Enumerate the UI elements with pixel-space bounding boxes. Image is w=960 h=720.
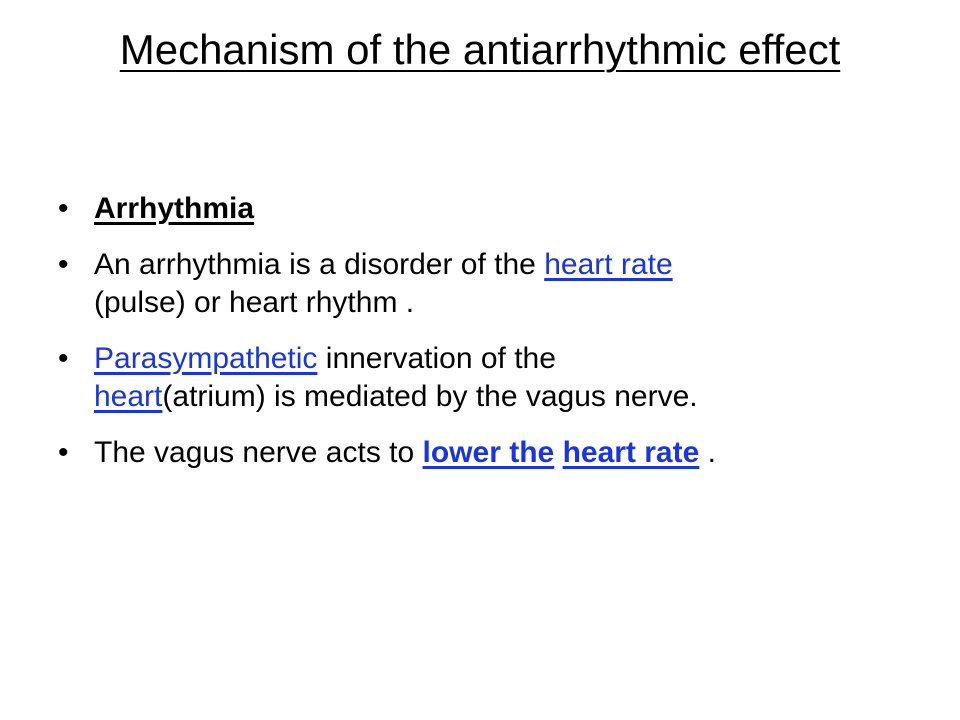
bullet-icon: • — [58, 342, 69, 375]
arrhythmia-heading: Arrhythmia — [94, 192, 255, 225]
lower-the-link[interactable]: lower the — [422, 436, 555, 469]
bullet-item-parasympathetic — [58, 340, 908, 416]
bullet-icon: • — [58, 192, 69, 225]
bullet-item-definition — [58, 246, 908, 322]
definition-text-before: An arrhythmia is a disorder of the — [94, 248, 545, 281]
parasympathetic-text-mid: innervation of the — [317, 342, 556, 375]
bullet-list — [58, 190, 908, 490]
slide-title: Mechanism of the antiarrhythmic effect — [119, 26, 841, 73]
heart-rate-link-2[interactable]: heart rate — [562, 436, 700, 469]
heart-rate-link[interactable]: heart rate — [544, 248, 673, 281]
definition-text-after: (pulse) or heart rhythm . — [94, 286, 415, 319]
vagus-text-after: . — [699, 436, 716, 469]
parasympathetic-link[interactable]: Parasympathetic — [94, 342, 318, 375]
heart-link[interactable]: heart — [94, 380, 163, 413]
bullet-icon: • — [58, 436, 69, 469]
bullet-item-arrhythmia — [58, 190, 908, 228]
vagus-text-before: The vagus nerve acts to — [94, 436, 423, 469]
parasympathetic-text-after: (atrium) is mediated by the vagus nerve. — [162, 380, 698, 413]
bullet-icon: • — [58, 248, 69, 281]
bullet-item-vagus — [58, 434, 908, 472]
